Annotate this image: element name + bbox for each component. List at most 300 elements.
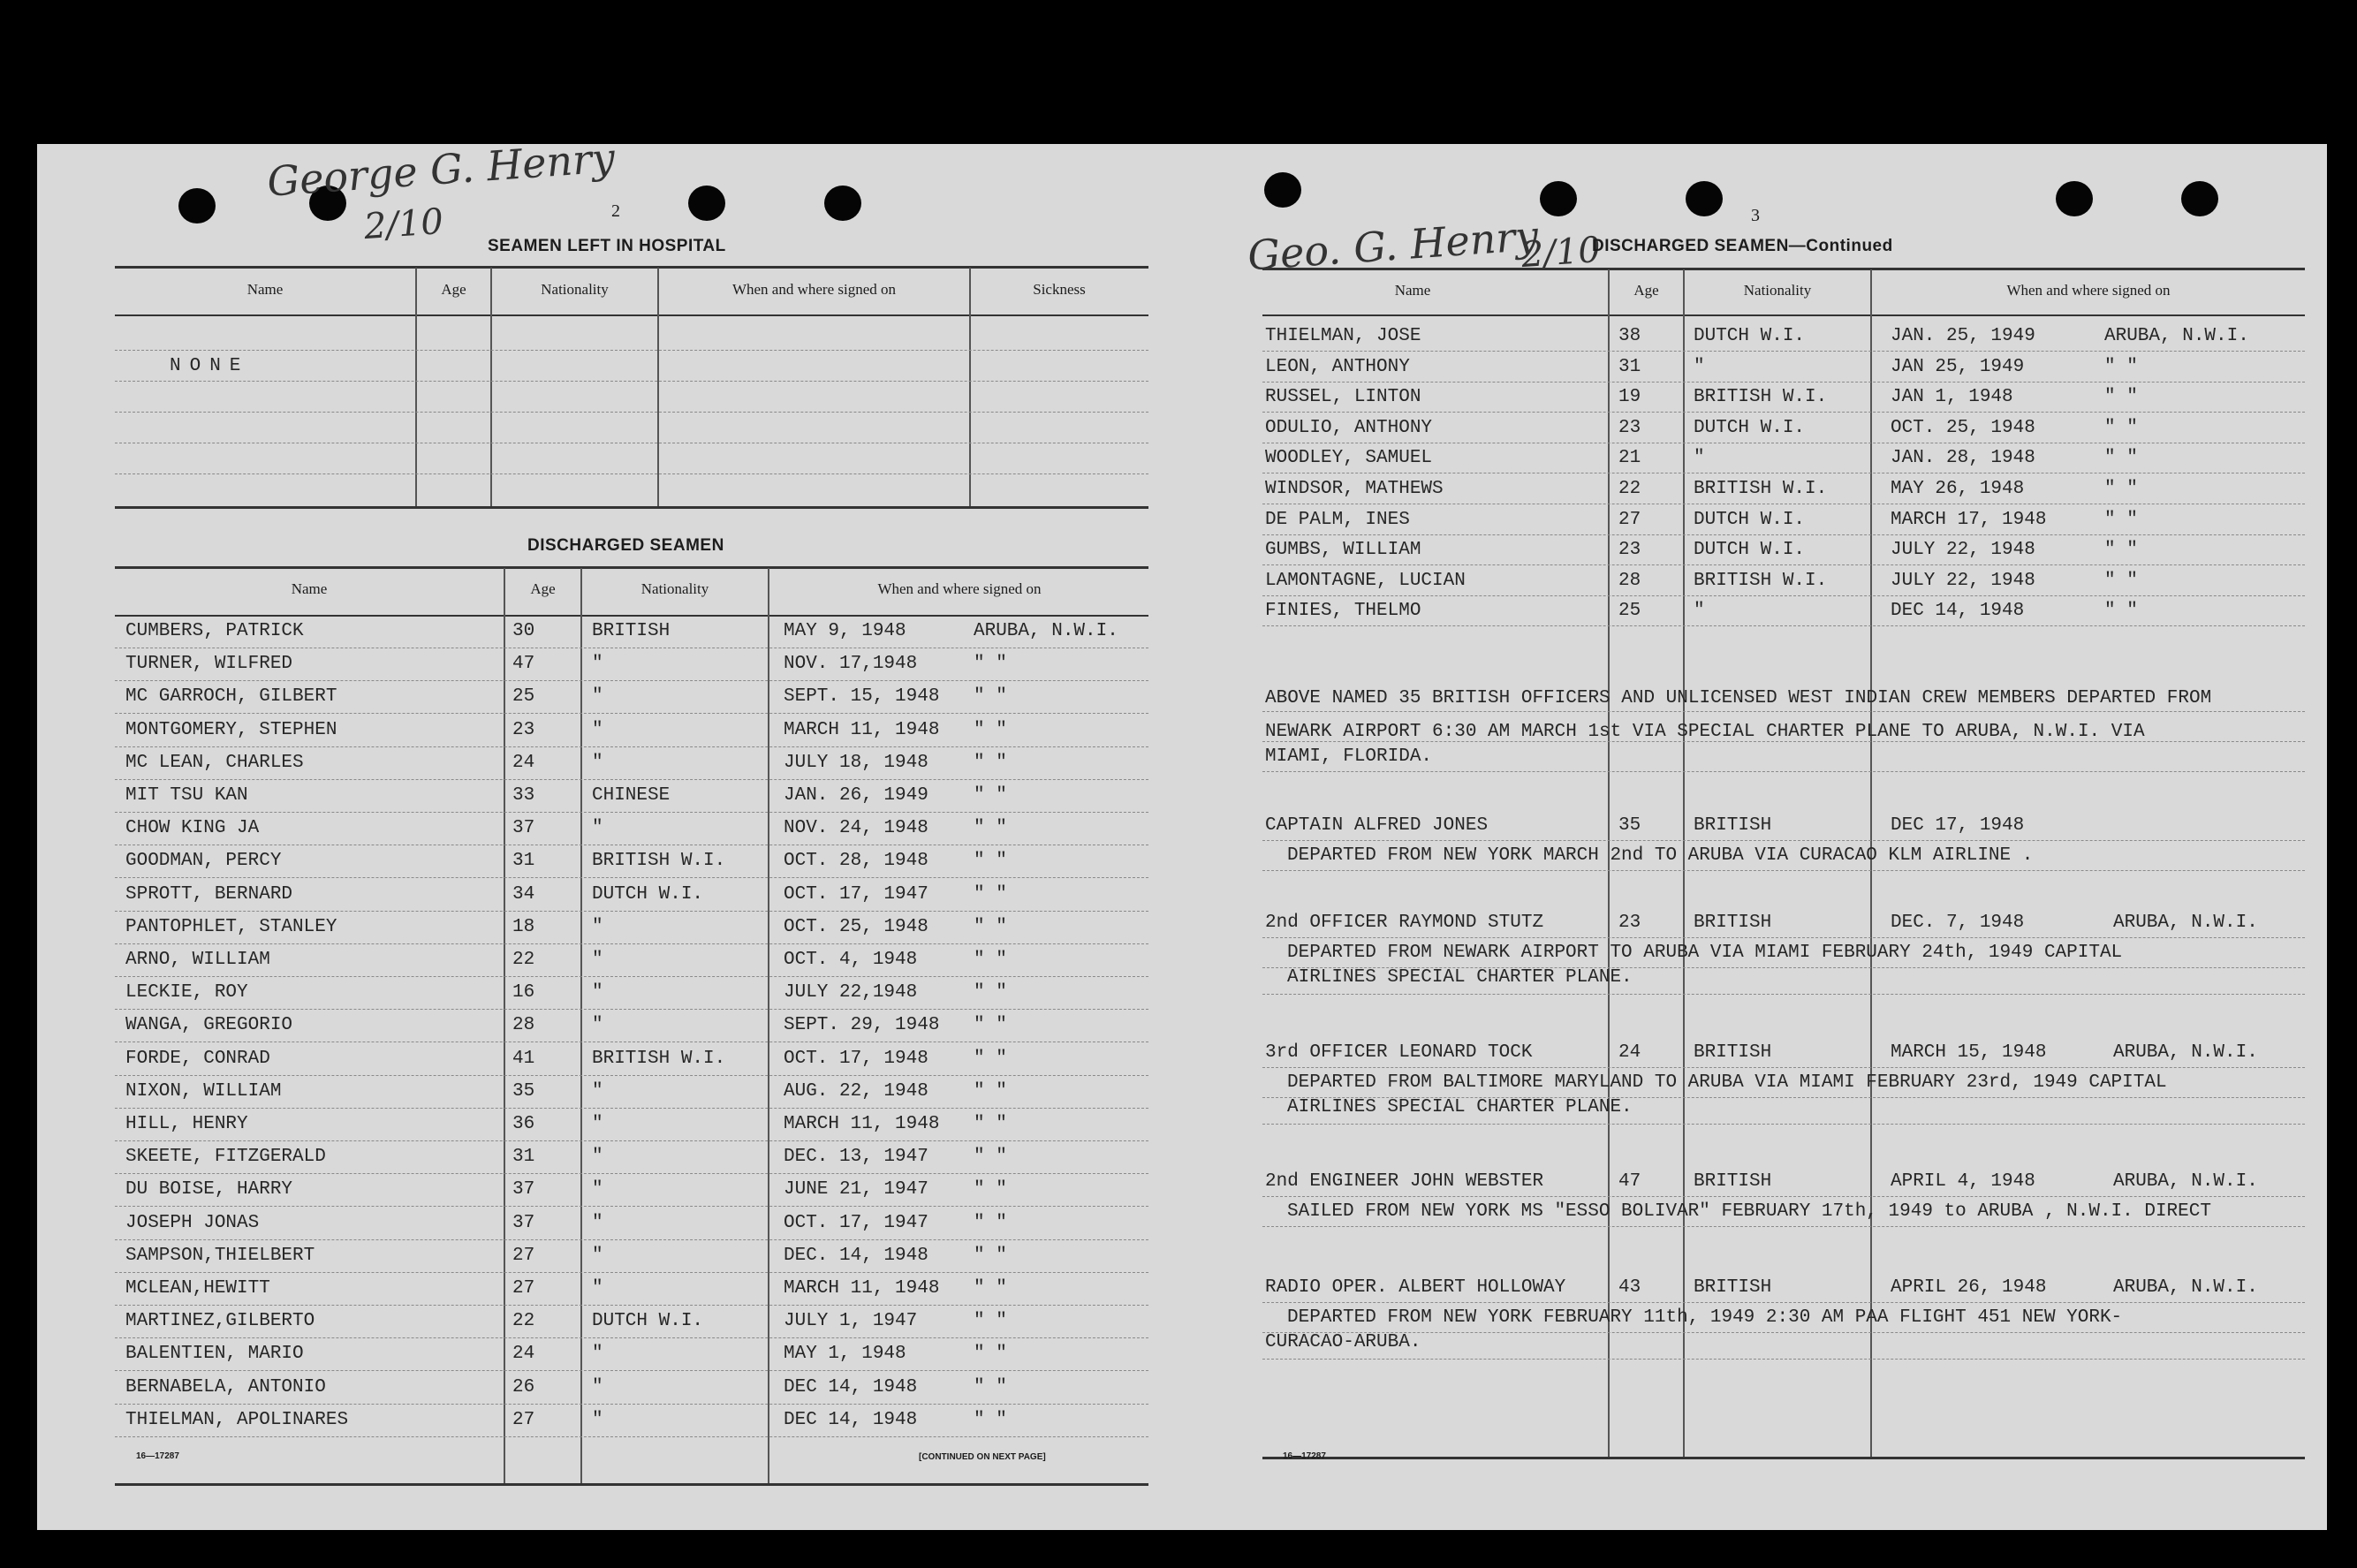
officer-age: 23 [1618,913,1641,933]
rule [115,1483,1148,1486]
seaman-name: DE PALM, INES [1265,509,1410,530]
seaman-age: 27 [512,1409,535,1430]
column-header-nationality: Nationality [640,580,709,597]
seaman-name: TURNER, WILFRED [125,654,293,675]
column-rule [504,568,505,1483]
signed-on-date: JULY 22, 1948 [1891,570,2035,591]
row-rule [1262,595,2305,596]
signed-on-place: ARUBA, N.W.I. [2113,1277,2258,1298]
rule [115,350,1148,351]
signed-on-place: " " [974,1048,1007,1069]
column-header-name: Name [246,281,284,298]
row-rule [115,746,1148,747]
seaman-name: CHOW KING JA [125,818,260,839]
seaman-nationality: BRITISH W.I. [592,851,726,872]
seaman-age: 37 [512,1179,535,1201]
signed-on-date: JAN 25, 1949 [1891,356,2025,377]
punch-hole [688,186,725,221]
seaman-nationality: " [1694,601,1705,622]
signed-on-place: " " [2104,448,2138,469]
row-rule [115,877,1148,878]
seaman-name: WINDSOR, MATHEWS [1265,479,1444,499]
signed-on-place: " " [974,1212,1007,1233]
hospital-section-title: SEAMEN LEFT IN HOSPITAL [488,237,726,255]
seaman-age: 24 [512,752,535,773]
seaman-nationality: DUTCH W.I. [592,883,704,905]
signed-on-place: " " [974,654,1007,675]
signed-on-date: JAN. 25, 1949 [1891,326,2035,346]
punch-hole [2056,181,2093,216]
seaman-nationality: " [592,1114,603,1134]
seaman-name: GUMBS, WILLIAM [1265,540,1421,561]
seaman-age: 37 [512,1212,535,1233]
seaman-name: SKEETE, FITZGERALD [125,1147,326,1168]
seaman-nationality: " [1694,356,1705,377]
seaman-nationality: " [592,950,603,970]
signed-on-place: " " [974,1376,1007,1398]
signed-on-place: " " [974,1015,1007,1036]
rule [115,412,1148,413]
officer-name: 2nd OFFICER RAYMOND STUTZ [1265,913,1544,933]
seaman-nationality: DUTCH W.I. [1694,540,1806,561]
seaman-name: LEON, ANTHONY [1265,356,1410,377]
seaman-age: 16 [512,982,535,1004]
seaman-nationality: BRITISH W.I. [592,1048,726,1069]
seaman-name: LAMONTAGNE, LUCIAN [1265,570,1466,591]
signed-on-date: OCT. 25, 1948 [1891,417,2035,438]
seaman-nationality: BRITISH [592,621,671,641]
seaman-nationality: " [592,1344,603,1365]
seaman-nationality: CHINESE [592,785,671,806]
signed-on-place: ARUBA, N.W.I. [974,621,1118,641]
seaman-age: 33 [512,785,535,806]
signed-on-date: JAN. 28, 1948 [1891,448,2035,469]
seaman-age: 23 [1618,540,1641,561]
row-rule [115,1239,1148,1240]
rule [115,266,1148,269]
row-rule [115,779,1148,780]
column-header-age: Age [1633,282,1659,299]
row-rule [115,976,1148,977]
seaman-name: WOODLEY, SAMUEL [1265,448,1433,469]
seaman-nationality: DUTCH W.I. [1694,326,1806,346]
seaman-nationality: " [592,982,603,1004]
officer-nationality: BRITISH [1694,1042,1772,1063]
signed-on-date: DEC. 13, 1947 [784,1147,928,1168]
seaman-name: LECKIE, ROY [125,982,248,1004]
seaman-age: 18 [512,916,535,937]
signed-on-date: DEC 14, 1948 [784,1376,918,1398]
signed-on-date: OCT. 17, 1948 [784,1048,928,1069]
row-rule [115,1404,1148,1405]
column-header-age: Age [441,281,466,298]
signed-on-date: JULY 18, 1948 [784,752,928,773]
signed-on-date: SEPT. 29, 1948 [784,1015,940,1036]
punch-hole [178,188,216,223]
signed-on-place: ARUBA, N.W.I. [2113,1042,2258,1063]
row-rule [115,1206,1148,1207]
signed-on-place: " " [974,851,1007,872]
seaman-name: THIELMAN, JOSE [1265,326,1421,346]
seaman-nationality: " [592,1179,603,1201]
row-rule [115,1108,1148,1109]
seaman-age: 27 [512,1245,535,1266]
seaman-nationality: " [592,1212,603,1233]
page-number: 3 [1751,206,1760,225]
row-rule [1262,711,2305,712]
seaman-age: 35 [512,1080,535,1102]
column-header-nationality: Nationality [541,281,609,298]
row-rule [115,812,1148,813]
signed-on-date: MARCH 11, 1948 [784,1114,940,1134]
seaman-name: RUSSEL, LINTON [1265,387,1421,408]
seaman-nationality: BRITISH W.I. [1694,387,1828,408]
signed-on-date: DEC. 14, 1948 [784,1245,928,1266]
row-rule [1262,1067,2305,1068]
seaman-age: 28 [1618,570,1641,591]
seaman-age: 23 [1618,417,1641,438]
seaman-name: MC GARROCH, GILBERT [125,686,337,708]
seaman-name: MARTINEZ,GILBERTO [125,1311,315,1332]
seaman-name: NIXON, WILLIAM [125,1080,282,1102]
seaman-nationality: BRITISH W.I. [1694,479,1828,499]
signed-on-place: " " [974,916,1007,937]
punch-hole [1264,172,1301,208]
seaman-name: SAMPSON,THIELBERT [125,1245,315,1266]
column-header-signed-on: When and where signed on [2006,282,2171,299]
column-rule [768,568,769,1483]
signed-on-date: DEC. 7, 1948 [1891,913,2025,933]
row-rule [1262,625,2305,626]
signed-on-date: APRIL 4, 1948 [1891,1171,2035,1192]
seaman-age: 47 [512,654,535,675]
seaman-nationality: " [592,818,603,839]
seaman-name: BALENTIEN, MARIO [125,1344,304,1365]
departure-details: DEPARTED FROM NEW YORK FEBRUARY 11th, 1949 2:30 AM PAA FLIGHT 451 NEW YORK- [1287,1307,2123,1328]
seaman-age: 34 [512,883,535,905]
signed-on-place: " " [974,752,1007,773]
seaman-nationality: " [592,1409,603,1430]
row-rule [1262,412,2305,413]
rule [115,615,1148,617]
officer-nationality: BRITISH [1694,815,1772,836]
hospital-entry: NONE [170,356,250,376]
seaman-nationality: " [1694,448,1705,469]
seaman-age: 30 [512,621,535,641]
row-rule [115,1173,1148,1174]
row-rule [1262,840,2305,841]
row-rule [115,1305,1148,1306]
officer-age: 35 [1618,815,1641,836]
signed-on-place: " " [2104,601,2138,622]
seaman-nationality: " [592,1278,603,1299]
seaman-age: 19 [1618,387,1641,408]
document-sheet [37,133,2327,1530]
seaman-age: 27 [1618,509,1641,530]
officer-nationality: BRITISH [1694,1277,1772,1298]
departure-details: DEPARTED FROM NEWARK AIRPORT TO ARUBA VIA MIAMI FEBRUARY 24th, 1949 CAPITAL [1287,943,2123,963]
signed-on-place: " " [974,950,1007,970]
page-number: 2 [611,201,620,221]
seaman-name: BERNABELA, ANTONIO [125,1376,326,1398]
officer-name: RADIO OPER. ALBERT HOLLOWAY [1265,1277,1566,1298]
seaman-nationality: " [592,916,603,937]
departure-details: SAILED FROM NEW YORK MS "ESSO BOLIVAR" FEBRUARY 17th, 1949 to ARUBA , N.W.I. DIRECT [1287,1201,2211,1222]
seaman-nationality: BRITISH W.I. [1694,570,1828,591]
seaman-name: MIT TSU KAN [125,785,248,806]
officer-name: 3rd OFFICER LEONARD TOCK [1265,1042,1533,1063]
signed-on-place: " " [2104,479,2138,499]
signed-on-place: " " [974,1114,1007,1134]
row-rule [115,1272,1148,1273]
form-number: 16—17287 [1283,1451,1326,1461]
row-rule [1262,870,2305,871]
departure-note-line: MIAMI, FLORIDA. [1265,746,1433,767]
rule [115,314,1148,316]
seaman-age: 31 [1618,356,1641,377]
column-rule [657,268,659,506]
seaman-age: 25 [1618,601,1641,622]
signed-on-date: DEC 17, 1948 [1891,815,2025,836]
seaman-nationality: DUTCH W.I. [1694,417,1806,438]
signed-on-date: SEPT. 15, 1948 [784,686,940,708]
rule [1262,314,2305,316]
row-rule [115,1436,1148,1437]
rule [115,506,1148,509]
seaman-name: FORDE, CONRAD [125,1048,270,1069]
row-rule [115,680,1148,681]
row-rule [1262,771,2305,772]
signed-on-place: " " [974,785,1007,806]
seaman-age: 38 [1618,326,1641,346]
officer-age: 47 [1618,1171,1641,1192]
signed-on-place: " " [2104,540,2138,561]
seaman-name: CUMBERS, PATRICK [125,621,304,641]
seaman-name: PANTOPHLET, STANLEY [125,916,337,937]
seaman-name: MONTGOMERY, STEPHEN [125,719,337,740]
seaman-nationality: DUTCH W.I. [592,1311,704,1332]
seaman-age: 27 [512,1278,535,1299]
rule [115,473,1148,474]
signed-on-date: NOV. 17,1948 [784,654,918,675]
signed-on-place: " " [974,1311,1007,1332]
seaman-age: 31 [512,1147,535,1168]
seaman-name: ARNO, WILLIAM [125,950,270,970]
seaman-nationality: " [592,1015,603,1036]
row-rule [115,1370,1148,1371]
signed-on-date: JAN. 26, 1949 [784,785,928,806]
signed-on-date: APRIL 26, 1948 [1891,1277,2047,1298]
seaman-age: 25 [512,686,535,708]
seaman-name: WANGA, GREGORIO [125,1015,293,1036]
signed-on-date: OCT. 4, 1948 [784,950,918,970]
column-rule [580,568,582,1483]
rule [1262,268,2305,270]
seaman-nationality: " [592,1147,603,1168]
signed-on-place: ARUBA, N.W.I. [2113,913,2258,933]
handwritten-date: 2/10 [1520,229,1603,276]
seaman-age: 41 [512,1048,535,1069]
seaman-name: JOSEPH JONAS [125,1212,260,1233]
row-rule [115,1009,1148,1010]
seaman-age: 36 [512,1114,535,1134]
row-rule [1262,1226,2305,1227]
column-header-age: Age [530,580,556,597]
signed-on-place: " " [974,1409,1007,1430]
officer-name: CAPTAIN ALFRED JONES [1265,815,1489,836]
form-number: 16—17287 [136,1451,179,1461]
row-rule [1262,1359,2305,1360]
signed-on-place: " " [974,1147,1007,1168]
signed-on-place: " " [974,1245,1007,1266]
seaman-name: DU BOISE, HARRY [125,1179,293,1201]
signed-on-date: AUG. 22, 1948 [784,1080,928,1102]
seaman-nationality: " [592,1080,603,1102]
signed-on-place: " " [2104,509,2138,530]
seaman-nationality: " [592,719,603,740]
column-header-name: Name [291,580,328,597]
punch-hole [1540,181,1577,216]
departure-details: AIRLINES SPECIAL CHARTER PLANE. [1287,967,1633,988]
signed-on-date: MARCH 17, 1948 [1891,509,2047,530]
column-rule [969,268,971,506]
seaman-name: MC LEAN, CHARLES [125,752,304,773]
handwritten-vessel-name: Geo. G. Henry [1246,211,1540,280]
punch-hole [824,186,861,221]
row-rule [1262,1124,2305,1125]
handwritten-vessel-name: George G. Henry [265,133,617,206]
officer-age: 24 [1618,1042,1641,1063]
signed-on-date: DEC 14, 1948 [784,1409,918,1430]
signed-on-place: ARUBA, N.W.I. [2104,326,2249,346]
signed-on-date: MAY 1, 1948 [784,1344,906,1365]
departure-details: DEPARTED FROM BALTIMORE MARYLAND TO ARUBA VIA MIAMI FEBRUARY 23rd, 1949 CAPITAL [1287,1072,2167,1093]
signed-on-place: " " [974,1278,1007,1299]
signed-on-date: OCT. 25, 1948 [784,916,928,937]
signed-on-place: " " [2104,387,2138,408]
signed-on-date: NOV. 24, 1948 [784,818,928,839]
signed-on-place: " " [974,982,1007,1004]
seaman-nationality: " [592,1376,603,1398]
signed-on-place: " " [974,719,1007,740]
signed-on-place: ARUBA, N.W.I. [2113,1171,2258,1192]
signed-on-place: " " [974,883,1007,905]
signed-on-place: " " [2104,570,2138,591]
row-rule [1262,351,2305,352]
punch-hole [2181,181,2218,216]
signed-on-date: OCT. 17, 1947 [784,1212,928,1233]
signed-on-place: " " [974,818,1007,839]
row-rule [115,1337,1148,1338]
departure-details: AIRLINES SPECIAL CHARTER PLANE. [1287,1097,1633,1117]
signed-on-place: " " [2104,417,2138,438]
seaman-nationality: " [592,752,603,773]
row-rule [1262,1196,2305,1197]
seaman-age: 22 [512,950,535,970]
seaman-name: THIELMAN, APOLINARES [125,1409,349,1430]
seaman-name: MCLEAN,HEWITT [125,1278,270,1299]
rule [115,566,1148,569]
signed-on-date: OCT. 17, 1947 [784,883,928,905]
column-rule [490,268,492,506]
column-header-nationality: Nationality [1743,282,1812,299]
seaman-name: ODULIO, ANTHONY [1265,417,1433,438]
departure-details: DEPARTED FROM NEW YORK MARCH 2nd TO ARUBA VIA CURACAO KLM AIRLINE . [1287,845,2034,866]
seaman-age: 26 [512,1376,535,1398]
row-rule [115,943,1148,944]
row-rule [1262,937,2305,938]
officer-nationality: BRITISH [1694,1171,1772,1192]
signed-on-date: DEC 14, 1948 [1891,601,2025,622]
seaman-nationality: " [592,654,603,675]
seaman-age: 22 [1618,479,1641,499]
punch-hole [1686,181,1723,216]
officer-name: 2nd ENGINEER JOHN WEBSTER [1265,1171,1544,1192]
signed-on-place: " " [974,1179,1007,1201]
officer-nationality: BRITISH [1694,913,1772,933]
column-header-signed-on: When and where signed on [877,580,1042,597]
discharged-section-title: DISCHARGED SEAMEN [527,536,724,555]
signed-on-date: JUNE 21, 1947 [784,1179,928,1201]
seaman-name: FINIES, THELMO [1265,601,1421,622]
signed-on-date: MARCH 11, 1948 [784,719,940,740]
row-rule [1262,1302,2305,1303]
seaman-name: HILL, HENRY [125,1114,248,1134]
seaman-age: 21 [1618,448,1641,469]
signed-on-date: MAY 9, 1948 [784,621,906,641]
seaman-nationality: " [592,1245,603,1266]
column-header-signed-on: When and where signed on [731,281,897,298]
row-rule [115,911,1148,912]
signed-on-date: OCT. 28, 1948 [784,851,928,872]
column-header-name: Name [1394,282,1431,299]
rule [115,381,1148,382]
seaman-nationality: DUTCH W.I. [1694,509,1806,530]
departure-note-line: ABOVE NAMED 35 BRITISH OFFICERS AND UNLICENSED WEST INDIAN CREW MEMBERS DEPARTED FROM [1265,688,2212,708]
signed-on-date: JULY 22, 1948 [1891,540,2035,561]
signed-on-place: " " [974,686,1007,708]
departure-note-line: NEWARK AIRPORT 6:30 AM MARCH 1st VIA SPECIAL CHARTER PLANE TO ARUBA, N.W.I. VIA [1265,722,2145,742]
departure-details: CURACAO-ARUBA. [1265,1332,1421,1352]
row-rule [1262,994,2305,995]
signed-on-place: " " [974,1080,1007,1102]
continued-note: [CONTINUED ON NEXT PAGE] [919,1452,1046,1462]
signed-on-date: MARCH 15, 1948 [1891,1042,2047,1063]
column-header-sickness: Sickness [1033,281,1086,298]
signed-on-date: JAN 1, 1948 [1891,387,2013,408]
signed-on-place: " " [2104,356,2138,377]
signed-on-date: JULY 22,1948 [784,982,918,1004]
row-rule [1262,534,2305,535]
officer-age: 43 [1618,1277,1641,1298]
row-rule [115,1140,1148,1141]
column-rule [415,268,417,506]
row-rule [1262,382,2305,383]
row-rule [1262,564,2305,565]
signed-on-date: MAY 26, 1948 [1891,479,2025,499]
seaman-nationality: " [592,686,603,708]
seaman-age: 37 [512,818,535,839]
rule [1262,1457,2305,1459]
row-rule [115,1075,1148,1076]
handwritten-date: 2/10 [362,201,445,248]
row-rule [115,713,1148,714]
seaman-age: 31 [512,851,535,872]
seaman-age: 24 [512,1344,535,1365]
seaman-age: 23 [512,719,535,740]
discharged-continued-title: DISCHARGED SEAMEN—Continued [1592,237,1893,255]
seaman-age: 28 [512,1015,535,1036]
